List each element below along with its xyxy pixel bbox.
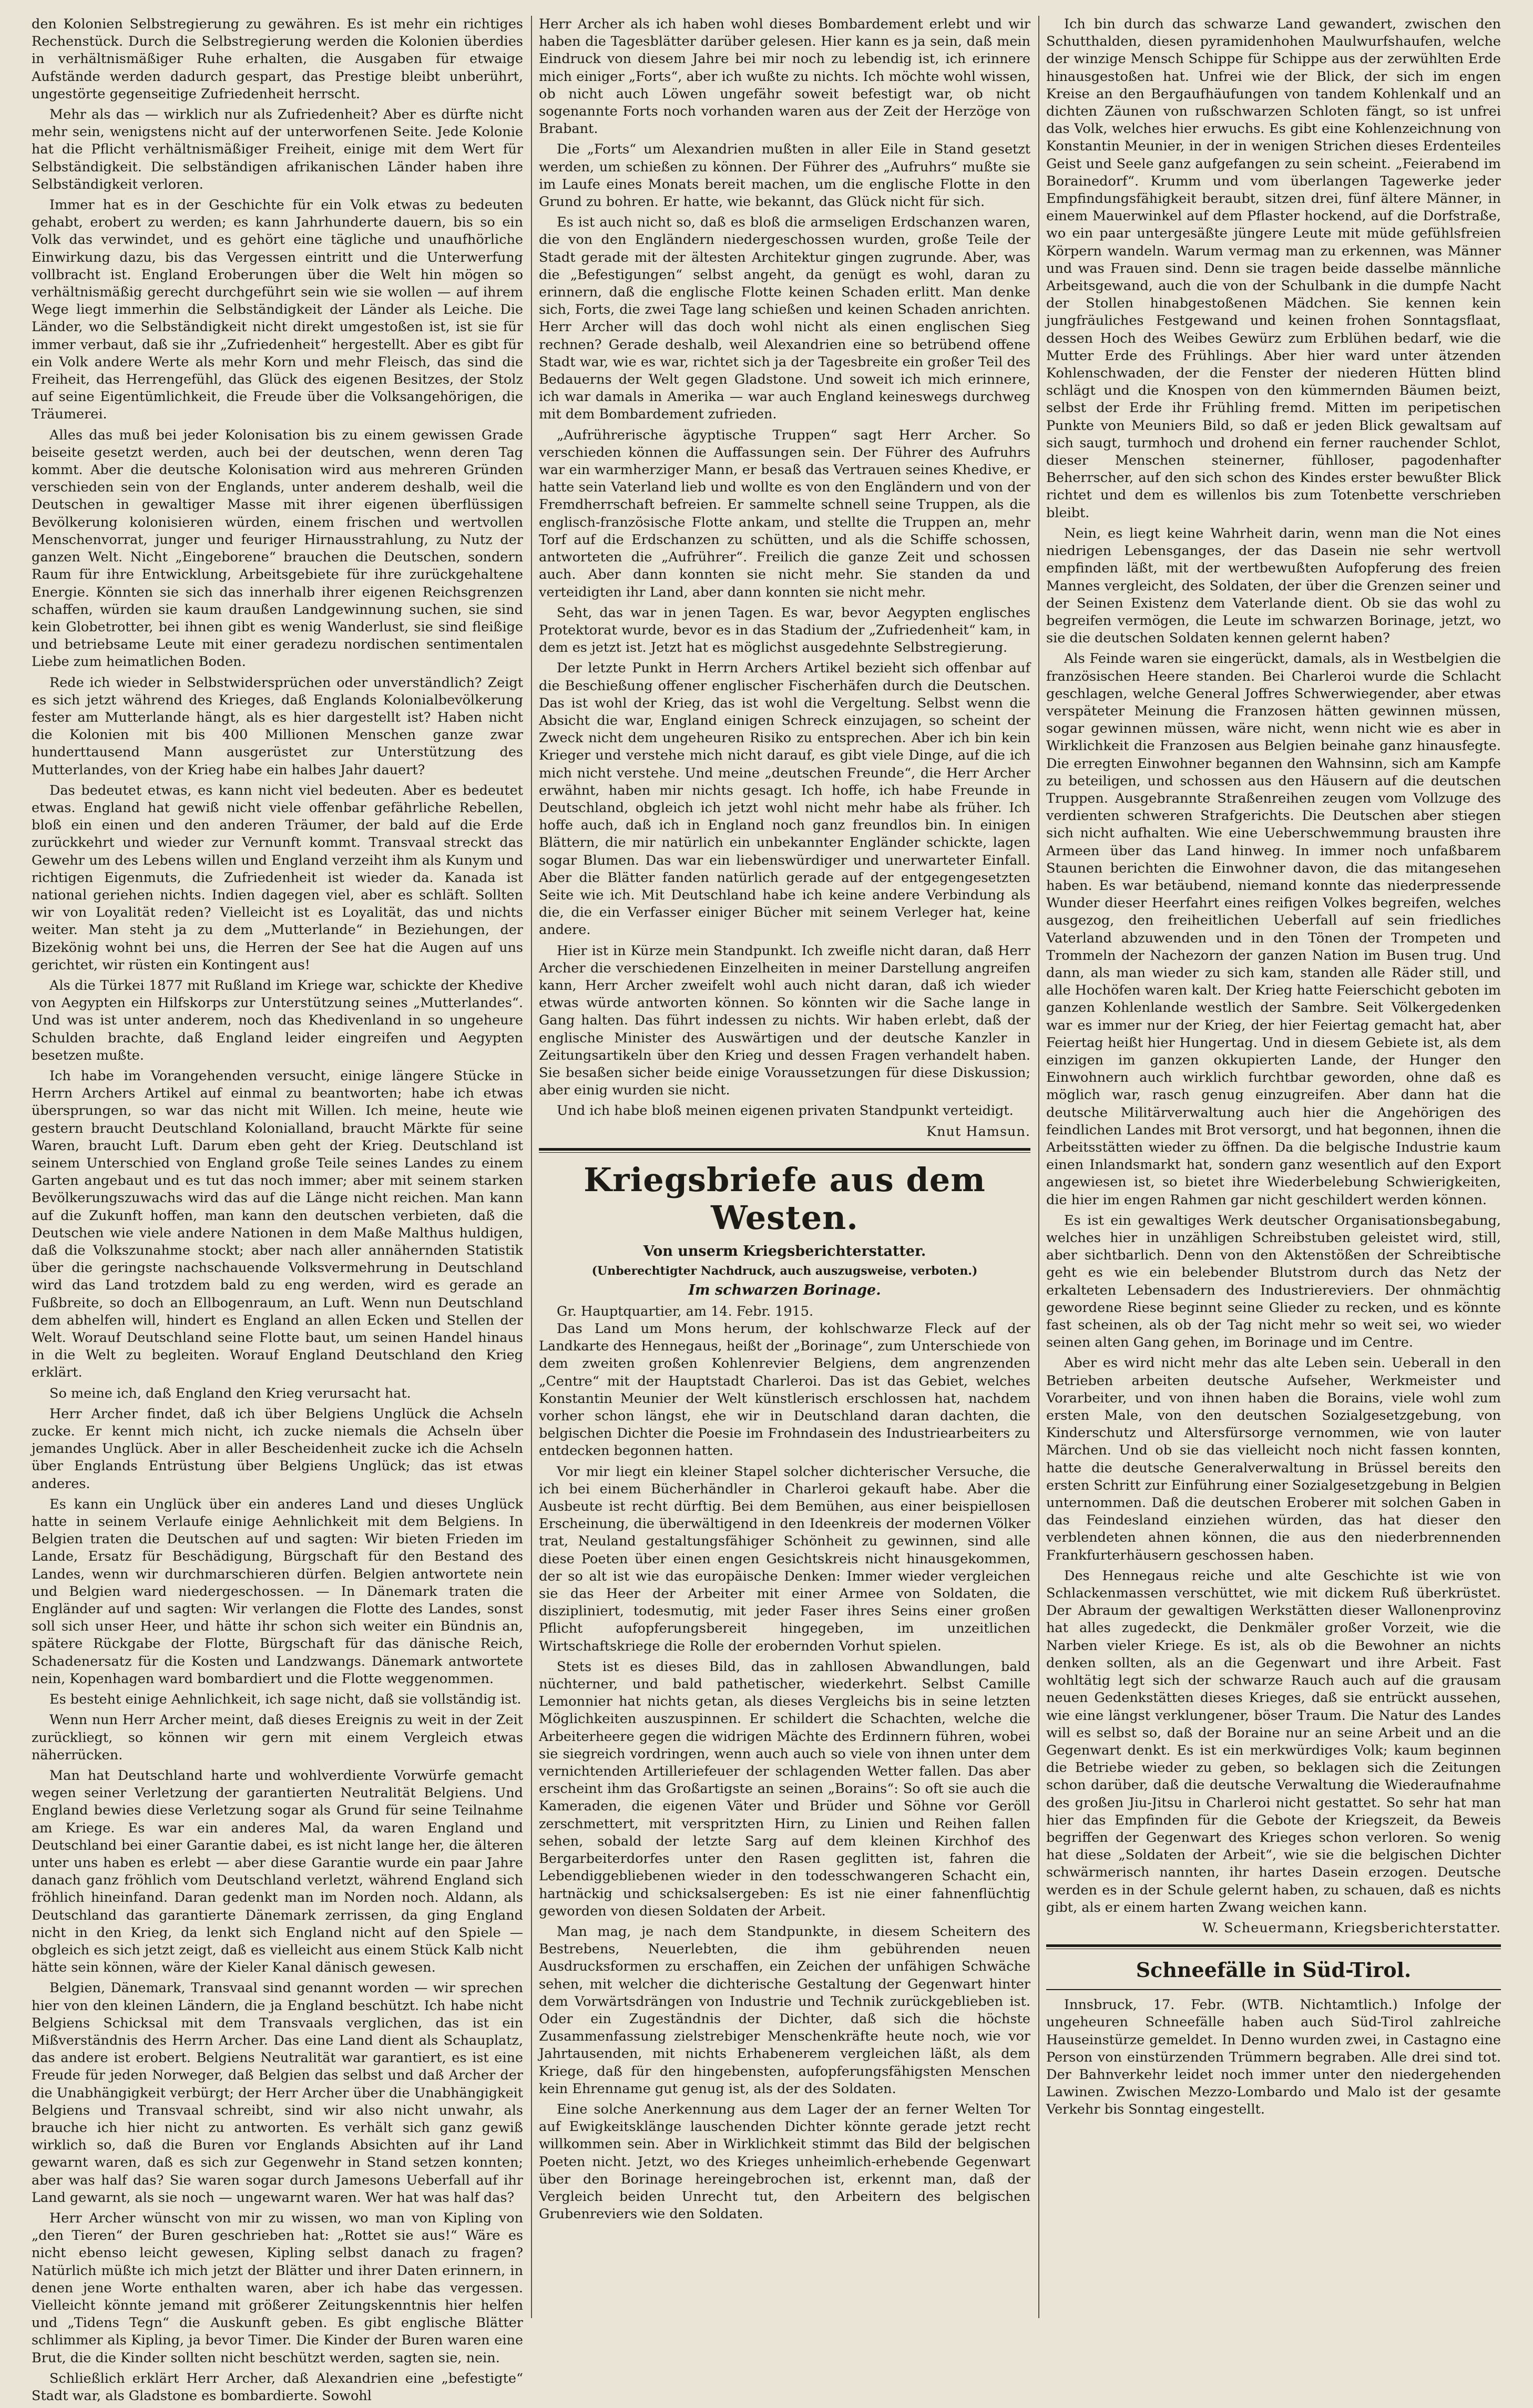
column-1 [32,16,523,2408]
paragraph: Es besteht einige Aehnlichkeit, ich sage nicht, daß sie vollständig ist. [49,1692,522,1708]
author-signature: W. Scheuermann, Kriegsberichterstatter. [1202,1920,1501,1936]
paragraph: Und ich habe bloß meinen eigenen privaten Standpunkt verteidigt. [557,1103,1014,1119]
paragraph: Alles das muß bei jeder Kolonisation bis zu einem gewissen Grade beiseite gesetzt werden, auch bei der deutschen, wenn deren Tag kommt. Aber die deutsche Kolonisation wird aus mehreren Gründen verschieden sein von der Englands, unter anderem deshalb, weil die Deutschen in gewaltiger Masse mit ihrer eigenen überflüssigen Bevölkerung kolonisieren würden, einem frischen und wertvollen Menschenvorrat, junger und feuriger Hirnausstrahlung, zu Nutz der ganzen Welt. Nicht „Eingeborene“ brauchen die Deutschen, sondern Raum für ihre Entwicklung, Arbeitsgebiete für ihre zurückgehaltene Energie. Könnten sie sich das innerhalb ihrer eigenen Reichsgrenzen schaffen, würden sie kaum draußen Landgewinnung suchen, sie sind kein Globetrotter, bei ihnen gibt es wenig Wanderlust, sie sind fleißige und betriebsame Leute mit einer geradezu nordischen sentimentalen Liebe zum heimatlichen Boden. [32,427,523,670]
paragraph: Wenn nun Herr Archer meint, daß dieses Ereignis zu weit in der Zeit zurückliegt, so können wir gern mit einem Vergleich etwas näherrücken. [32,1712,523,1763]
article-byline: Von unserm Kriegsberichterstatter. [643,1243,926,1259]
paragraph: Eine solche Anerkennung aus dem Lager der an ferner Welten Tor auf Ewigkeitsklänge lauschenden Dichter könnte gerade jetzt recht willkommen sein. Aber in Wirklichkeit stimmt das Bild der belgischen Poeten nicht. Jetzt, wo des Krieges unheimlich-erhebende Gegenwart über den Borinage hereingebrochen ist, erkennt man, daß der Vergleich beiden Unrecht tut, den Arbeitern des belgischen Grubenreviers wie den Soldaten. [539,2101,1030,2222]
paragraph: Rede ich wieder in Selbstwidersprüchen oder unverständlich? Zeigt es sich jetzt während des Krieges, daß Englands Kolonialbevölkerung fester am Mutterlande hängt, als es hier dargestellt ist? Haben nicht die Kolonien mit bis 400 Millionen Menschen ganze zwar hunderttausend Mann ausgerüstet zur Unterstützung des Mutterlandes, von der Krieg habe ein halbes Jahr dauert? [32,674,523,778]
article-subheading: Im schwarzen Borinage. [688,1282,881,1298]
paragraph: Es ist ein gewaltiges Werk deutscher Organisationsbegabung, welches hier in unzähligen Schreibstuben geleistet wird, still, aber sichtbarlich. Denn von den Aktenstößen der Schreibtische geht es wie ein belebender Blutstrom durch das Netz der erkalteten Lebensadern des Industriereviers. Der ohnmächtig gewordene Riese beginnt seine Glieder zu recken, und es könnte fast scheinen, als ob der Tag nicht mehr so weit sei, wo wieder seinen alten Gang gehen, im Borinage und im Centre. [1046,1212,1501,1351]
column-rule [531,16,532,2318]
paragraph: Ich habe im Vorangehenden versucht, einige längere Stücke in Herrn Archers Artikel auf einmal zu beantworten; habe ich etwas übersprungen, so war das nicht mit Willen. Ich meine, heute wie gestern braucht Deutschland Kolonialland, braucht Märkte für seine Waren, braucht Luft. Darum eben geht der Krieg. Deutschland ist seinem Unterschied von England große Teile seines Landes zu einem Garten angebaut und es tut das noch immer; aber mit seinem starken Bevölkerungszuwachs wird das auf die Länge nicht reichen. Man kann auf die Zukunft hoffen, man kann den deutschen verbieten, daß die Deutschen wie viele andere Nationen in dem Maße Malthus huldigen, daß die Volkszunahme stockt; aber nach aller annähernden Statistik über die geringste nachschauende Volksvermehrung in Deutschland wird das Land trotzdem bald zu eng werden, wird es gerade an Fußbreite, so doch an Ellbogenraum, an Luft. Wenn nun Deutschland dem abhelfen will, hindert es England an allen Ecken und Stellen der Welt. Worauf Deutschland seine Flotte baut, um seinen Handel hinaus in die Welt zu begleiten. Worauf England Deutschland den Krieg erklärt. [32,1068,523,1381]
paragraph: Schließlich erklärt Herr Archer, daß Alexandrien eine „befestigte“ Stadt war, als Gladstone es bombardierte. Sowohl [32,2370,523,2404]
paragraph: Aber es wird nicht mehr das alte Leben sein. Ueberall in den Betrieben arbeiten deutsche Aufseher, Werkmeister und Vorarbeiter, und von ihnen haben die Borains, viele wohl zum ersten Male, von den deutschen Sozialgesetzgebung, von Kinderschutz und Altersfürsorge vernommen, wie von lauter Märchen. Und ob sie das vielleicht noch nicht fassen konnten, hatte die deutsche Generalverwaltung in Brüssel bereits den ersten Schritt zur Einführung einer Sozialgesetzgebung in Belgien unternommen. Daß die deutschen Eroberer mit solchen Gaben in das Feindesland einziehen würden, das hat dieser den verblendeten ahnen können, die aus den niederbrennenden Frankfurterhäusern geschossen haben. [1046,1355,1501,1563]
paragraph: „Aufrührerische ägyptische Truppen“ sagt Herr Archer. So verschieden können die Auffassungen sein. Der Führer des Aufruhrs war ein warmherziger Mann, er besaß das Vertrauen seines Khedive, er hatte sein Vaterland lieb und wollte es von den Engländern und von der Fremdherrschaft befreien. Er sammelte schnell seine Truppen, als die englisch-französische Flotte ankam, und stellte die Truppen an, mehr Torf auf die Erdschanzen zu schütten, und als die Schiffe schossen, antworteten die „Aufrührer“. Freilich die ganze Zeit und schossen auch. Aber dann konnten sie nicht mehr. Sie standen da und verteidigten ihr Land, aber dann konnten sie nicht mehr. [539,427,1030,600]
paragraph: Stets ist es dieses Bild, das in zahllosen Abwandlungen, bald nüchterner, und bald pathetischer, wiederkehrt. Selbst Camille Lemonnier hat nichts getan, als dieses Vergleichs bis in seine letzten Möglichkeiten auszuspinnen. Er schildert die Schachten, welche die Arbeiterheere gegen die widrigen Mächte des Erdinnern führen, wobei sie siegreich vordringen, wenn auch auch so viele von ihnen unter dem vernichtenden Artilleriefeuer der schlagenden Wetter fallen. Das aber erscheint ihm das Großartigste an seinen „Borains“: So oft sie auch die Kameraden, die eigenen Väter und Brüder und Söhne vor Geröll zerschmettert, mit verspritzten Hirn, zu Linien und Reihen fallen sehen, sobald der letzte Sarg auf dem kleinen Kirchhof des Bergarbeiterdorfes unter den Rasen geglitten ist, fahren die Lebendiggebliebenen wieder in den todesschwangeren Schacht ein, hartnäckig und schicksalsergeben: Es ist nie einer fahnenflüchtig geworden von diesen Soldaten der Arbeit. [539,1658,1030,1919]
paragraph: Herr Archer findet, daß ich über Belgiens Unglück die Achseln zucke. Er kennt mich nicht, ich zucke niemals die Achseln über jemandes Unglück. Aber in aller Bescheidenheit zucke ich die Achseln über Englands Entrüstung über Belgiens Unglück; das ist etwas anderes. [32,1406,523,1492]
section-divider [539,1148,1030,1153]
section-divider [1046,1944,1501,1949]
paragraph: Ich bin durch das schwarze Land gewandert, zwischen den Schutthalden, diesen pyramidenhohen Maulwurfshaufen, welche der winzige Mensch Schippe für Schippe aus der zerwühlten Erde hinausgestoßen hat. Unfrei wie der Blick, der sich im engen Kreise an den Bergaufhäufungen von tandem Kohlenkalf und an dichten Zäunen von rußschwarzen Schloten fängt, so ist unfrei das Volk, welches hier erwuchs. Es gibt eine Kohlenzeichnung von Konstantin Meunier, in der in wenigen Strichen dieses Erdenteiles Geist und Seele ganz aufgefangen zu sein scheint. „Feierabend im Borainedorf“. Krumm und vom überlangen Tagewerke jeder Empfindungsfähigkeit beraubt, sitzen drei, fünf ältere Männer, in einem Mauerwinkel auf dem Pflaster hockend, auf die Dorfstraße, wo ein paar untergesäßte jüngere Leute mit müde gefühlsfreien Körpern wandeln. Warum vermag man zu erkennen, was Männer und was Frauen sind. Denn sie tragen beide dasselbe männliche Arbeitsgewand, auch die von der Schulbank in die dumpfe Nacht der Stollen hinabgestoßenen Mädchen. Sie kennen kein jungfräuliches Festgewand und keinen frohen Sonntagsflaat, dessen Hoch des Weibes Gewürz zum Erblühen bedarf, wie die Mutter Erde des Frühlings. Aber hier ward unter ätzenden Kohlenschwaden, der die Fenster der niederen Hütten blind schlägt und die Knospen von den kümmernden Bäumen beizt, selbst der Erde ihr Frühling fremd. Mitten im peripetischen Punkte von Meuniers Bild, so daß er jeden Blick gewaltsam auf sich saugt, turmhoch und drohend ein ferner rauchender Schlot, dieser Menschen steinerner, fühlloser, pagodenhafter Beherrscher, auf den sich schon des Kindes erster bewußter Blick richtet und dem es willenlos bis zum Totenbette verschrieben bleibt. [1046,16,1501,521]
paragraph: den Kolonien Selbstregierung zu gewähren. Es ist mehr ein richtiges Rechenstück. Durch die Selbstregierung werden die Kolonien überdies in verhältnismäßiger Ruhe erhalten, die Ausgaben für etwaige Aufstände werden dadurch gespart, das Prestige bleibt unberührt, ungestörte gegenseitige Zufriedenheit herrscht. [32,16,523,102]
reprint-notice: (Unberechtigter Nachdruck, auch auszugsweise, verboten.) [591,1264,978,1278]
paragraph: Mehr als das — wirklich nur als Zufriedenheit? Aber es dürfte nicht mehr sein, wenigstens nicht auf der unterworfenen Seite. Jede Kolonie hat die Pflicht verhältnismäßiger Freiheit, einige mit dem Wert für Selbständigkeit. Die selbständigen afrikanischen Länder haben ihre Selbständigkeit verloren. [32,107,523,192]
article-headline: Kriegsbriefe aus dem Westen. [584,1160,986,1237]
paragraph: Immer hat es in der Geschichte für ein Volk etwas zu bedeuten gehabt, erobert zu werden; es kann Jahrhunderte dauern, bis so ein Volk das verwindet, und es gehört eine tägliche und unaufhörliche Einwirkung dazu, bis das Vergessen eintritt und die Unterwerfung vollbracht ist. England Eroberungen über die Welt hin mögen so verhältnismäßig gerecht durchgeführt sein wie sie wollen — auf ihrem Wege liegt immerhin die Selbständigkeit der Länder als Leiche. Die Länder, wo die Selbständigkeit nicht direkt umgestoßen ist, ist sie für immer verbaut, daß sie ihr „Zufriedenheit“ hergestellt. Aber es gibt für ein Volk andere Werte als mehr Korn und mehr Fleisch, das sind die Freiheit, das Herrengefühl, das Glück des eigenen Besitzes, der Stolz auf seine Eigentümlichkeit, die Freude über die Volksangehörigen, die Träumerei. [32,197,523,423]
paragraph: Nein, es liegt keine Wahrheit darin, wenn man die Not eines niedrigen Lebensganges, der das Dasein nie sehr wertvoll empfinden läßt, mit der wertbewußten Aufopferung des freien Mannes vergleicht, des Soldaten, der über die Grenzen seiner und der Seinen Existenz dem Vaterlande dient. Ob sie das wohl zu begreifen vermögen, die Leute im schwarzen Borinage, jetzt, wo sie die deutschen Soldaten kennen gelernt haben? [1046,525,1501,647]
paragraph: Das Land um Mons herum, der kohlschwarze Fleck auf der Landkarte des Hennegaus, heißt der „Borinage“, zum Unterschiede von dem zweiten großen Kohlenrevier Belgiens, dem angrenzenden „Centre“ mit der Hauptstadt Charleroi. Das ist das Gebiet, welches Konstantin Meunier der Welt künstlerisch erschlossen hat, nachdem vorher schon längst, ehe wir in Deutschland daran dachten, die belgischen Dichter die Poesie im Frohndasein des Industriearbeiters zu entdecken begonnen hatten. [539,1321,1030,1459]
paragraph: Es ist auch nicht so, daß es bloß die armseligen Erdschanzen waren, die von den Engländern niedergeschossen wurden, große Teile der Stadt gerade mit der ältesten Architektur gingen zugrunde. Aber, was die „Befestigungen“ selbst angeht, da genügt es wohl, daran zu erinnern, daß die englische Flotte keinen Schaden erlitt. Man denke sich, Forts, die zwei Tage lang schießen und keinen Schaden anrichten. Herr Archer will das doch wohl nicht als einen englischen Sieg rechnen? Gerade deshalb, weil Alexandrien eine so betrübend offene Stadt war, wie es war, richtet sich ja der Tagesbreite ein großer Teil des Bedauerns der Welt gegen Gladstone. Und soweit ich mich erinnere, ich war damals in Amerika — war auch England keineswegs durchweg mit dem Bombardement zufrieden. [539,214,1030,423]
paragraph: Das bedeutet etwas, es kann nicht viel bedeuten. Aber es bedeutet etwas. England hat gewiß nicht viele offenbar gefährliche Rebellen, bloß ein einen und den anderen Träumer, der bald auf die Erde zurückkehrt und wieder zur Vernunft kommt. Transvaal streckt das Gewehr um des Lebens willen und England verzeiht ihm als Kunym und richtigen Eigenmuts, die Zufriedenheit ist wieder da. Kanada ist national geriehen nichts. Indien dagegen viel, aber es schläft. Sollten wir von Loyalität reden? Vielleicht ist es Loyalität, das und nichts weiter. Man steht ja zu dem „Mutterlande“ in Beziehungen, der Bizekönig wohnt bei uns, die Herren der See hat die Augen auf uns gerichtet, wir rüsten ein Kontingent aus! [32,782,523,973]
paragraph: Innsbruck, 17. Febr. (WTB. Nichtamtlich.) Infolge der ungeheuren Schneefälle haben auch Süd-Tirol zahlreiche Hauseinstürze gemeldet. In Denno wurden zwei, in Castagno eine Person von einstürzenden Trümmern begraben. Alle drei sind tot. Der Bahnverkehr leidet noch immer unter den niedergehenden Lawinen. Zwischen Mezzo-Lombardo und Malo ist der gesamte Verkehr bis Sonntag eingestellt. [1046,1997,1501,2118]
paragraph: Herr Archer wünscht von mir zu wissen, wo man von Kipling von „den Tieren“ der Buren geschrieben hat: „Rottet sie aus!“ Wäre es nicht ebenso leicht gewesen, Kipling selbst danach zu fragen? Natürlich müßte ich mich jetzt der Blätter und ihrer Daten erinnern, in denen jene Worte enthalten waren, aber ich habe das vergessen. Vielleicht könnte jemand mit größerer Zeitungskenntnis hier helfen und „Tidens Tegn“ die Auskunft geben. Es gibt englische Blätter schlimmer als Kipling, ja bevor Timer. Die Kinder der Buren waren eine Brut, die die Kinder sollten nicht beschützt werden, sagten sie, nein. [32,2210,523,2366]
paragraph: Vor mir liegt ein kleiner Stapel solcher dichterischer Versuche, die ich bei einem Bücherhändler in Charleroi gekauft habe. Aber die Ausbeute ist recht dürftig. Bei dem Bemühen, aus einer beispiellosen Erscheinung, die überwältigend in den Ideenkreis der modernen Völker trat, Neuland gestaltungsfähiger Schönheit zu gewinnen, sind alle diese Poeten über einen engen Gesichtskreis nicht hinausgekommen, der so alt ist wie das europäische Denken: Immer wieder vergleichen sie das Heer der Arbeiter mit einer Armee von Soldaten, die diszipliniert, todesmutig, mit jeder Faser ihres Seins einer großen Pflicht aufopferungsbereit hingegeben, im unzeitlichen Wirtschaftskriege die Rolle der erobernden Vorhut spielen. [539,1463,1030,1654]
paragraph: Es kann ein Unglück über ein anderes Land und dieses Unglück hatte in seinem Verlaufe einige Aehnlichkeit mit dem Belgiens. In Belgien traten die Deutschen auf und sagten: Wir bieten Frieden im Lande, Ersatz für Beschädigung, Bürgschaft für den Bestand des Landes, wenn wir durchmarschieren dürfen. Belgien antwortete nein und Belgien ward niedergeschossen. — In Dänemark traten die Engländer auf und sagten: Wir verlangen die Flotte des Landes, sonst soll sich unser Heer, und hätte ihr schon sich weiter ein Bündnis an, spätere Rückgabe der Flotte, Bürgschaft für das dänische Reich, Schadenersatz für die Kosten und Landzwangs. Dänemark antwortete nein, Kopenhagen ward bombardiert und die Flotte weggenommen. [32,1496,523,1687]
paragraph: So meine ich, daß England den Krieg verursacht hat. [49,1385,411,1401]
paragraph: Hier ist in Kürze mein Standpunkt. Ich zweifle nicht daran, daß Herr Archer die verschiedenen Einzelheiten in meiner Darstellung angreifen kann, Herr Archer zweifelt wohl auch nicht daran, daß ich wieder etwas würde antworten können. So könnten wir die Sache lange in Gang halten. Das führt indessen zu nichts. Wir haben erlebt, daß der englische Minister des Auswärtigen und der deutsche Kanzler in Zeitungsartikeln über den Krieg und dessen Fragen verhandelt haben. Sie besaßen sicher beide einige Voraussetzungen für diese Diskussion; aber einig wurden sie nicht. [539,942,1030,1099]
paragraph: Der letzte Punkt in Herrn Archers Artikel bezieht sich offenbar auf die Beschießung offener englischer Fischerhäfen durch die Deutschen. Das ist wohl der Krieg, das ist wohl die Vergeltung. Selbst wenn die Absicht die war, England einigen Schreck einzujagen, so scheint der Zweck nicht dem ungeheuren Risiko zu entsprechen. Aber ich bin kein Krieger und verstehe mich nicht darauf, es gibt viele Dinge, auf die ich mich nicht verstehe. Und meine „deutschen Freunde“, die Herr Archer erwähnt, haben mir nichts gesagt. Ich hoffe, ich habe Freunde in Deutschland, obgleich ich jetzt wohl nicht mehr habe als früher. Ich hoffe auch, daß ich in England noch ganz freundlos bin. In einigen Blättern, die mir natürlich ein unbekannter Engländer schickte, lagen sogar Blumen. Das war ein liebenswürdiger und unerwarteter Einfall. Aber die Blätter fanden natürlich gerade auf der entgegengesetzten Seite wie ich. Mit Deutschland habe ich keine andere Verbindung als die, die ein Verfasser einiger Bücher mit seinem Verleger hat, keine andere. [539,660,1030,938]
article-dateline: Gr. Hauptquartier, am 14. Febr. 1915. [557,1303,814,1319]
paragraph: Seht, das war in jenen Tagen. Es war, bevor Aegypten englisches Protektorat wurde, bevor es in das Stadium der „Zufriedenheit“ kam, in dem es jetzt ist. Jetzt hat es möglichst ausgedehnte Selbstregierung. [539,604,1030,656]
paragraph: Man hat Deutschland harte und wohlverdiente Vorwürfe gemacht wegen seiner Verletzung der garantierten Neutralität Belgiens. Und England bewies diese Verletzung sogar als Grund für seine Teilnahme am Kriege. Es war ein anderes Mal, da waren England und Deutschland bei einer Garantie dabei, es ist nicht lange her, die älteren unter uns haben es erlebt — aber diese Garantie wurde ein paar Jahre danach ganz fröhlich vom Deutschland verletzt, während England sich fröhlich hineinfand. Daran gedenkt man im Norden noch. Aldann, als Deutschland das garantierte Dänemark zerrissen, da ging England nicht in den Krieg, da lenkt sich England nicht auf den Spiele — obgleich es sich jetzt zeigt, daß es vielleicht aus einem Stück Kalb nicht hätte sein können, wäre der Kieler Kanal dänisch gewesen. [32,1767,523,1976]
paragraph: Herr Archer als ich haben wohl dieses Bombardement erlebt und wir haben die Tagesblätter darüber gelesen. Hier kann es ja sein, daß mein Eindruck von diesem Jahre bei mir noch zu lebendig ist, ich erinnere mich einiger „Forts“, aber ich wußte zu nichts. Ich möchte wohl wissen, ob nicht auch Löwen ungefähr soweit befestigt war, ob nicht sogenannte Forts noch vorhanden waren aus der Zeit der Herzöge von Brabant. [539,16,1030,137]
paragraph: Die „Forts“ um Alexandrien mußten in aller Eile in Stand gesetzt werden, um schießen zu können. Der Führer des „Aufruhrs“ mußte sie im Laufe eines Monats bereit machen, um die englische Flotte in den Grund zu bohren. Er hatte, wie bekannt, das Glück nicht für sich. [539,141,1030,210]
column-3 [1046,16,1501,2122]
paragraph: Als die Türkei 1877 mit Rußland im Kriege war, schickte der Khedive von Aegypten ein Hilfskorps zur Unterstützung seines „Mutterlandes“. Und was ist unter anderem, noch das Khedivenland in so ungeheure Schulden brachte, daß England leider eingreifen und Aegypten besetzen mußte. [32,977,523,1063]
paragraph: Als Feinde waren sie eingerückt, damals, als in Westbelgien die französischen Heere standen. Bei Charleroi wurde die Schlacht geschlagen, welche General Joffres Schwerwiegender, aber etwas verspäteter Meinung die Franzosen hätten gewinnen müssen, sogar gewinnen müssen, wäre nicht, wenn nicht wie es aber in Wirklichkeit die Franzosen aus Belgien beinahe ganz hinausfegte. Die erregten Einwohner begannen den Wahnsinn, sich am Kampfe zu beteiligen, und schossen aus den Häusern auf die deutschen Truppen. Ausgebrannte Straßenreihen zeugen vom Vollzuge des verdienten schweren Strafgerichts. Die Deutschen aber stiegen sich nicht aufhalten. Wie eine Ueberschwemmung brausten ihre Armeen über das Land hinweg. In immer noch unfaßbarem Staunen berichten die Einwohner davon, die das mitangesehen haben. Es war betäubend, niemand konnte das niederpressende Wunder dieser Heerfahrt eines reifigen Volkes begreifen, welches ausgezog, den freiheitlichen Ueberfall auf sein friedliches Vaterland abzuwenden und in den Tönen der Trompeten und Trommeln der Nachezorn der ganzen Nation im Busen trug. Und dann, als man wieder zu sich kam, standen alle Räder still, und alle Hochöfen waren kalt. Der Krieg hatte Feierschicht geboten im ganzen Kohlenlande westlich der Sambre. Seit Völkergedenken war es immer nur der Krieg, der hier Feiertag gemacht hat, aber Feiertag heißt hier Hungertag. Und in diesem Gebiete ist, als dem einzigen im ganzen okkupierten Lande, der Hunger den Einwohnern auch wirklich furchtbar geworden, ohne daß es möglich war, rasch genug einzugreifen. Aber dann hat die deutsche Militärverwaltung auch hier die Angehörigen des feindlichen Landes mit Brot versorgt, und hat begonnen, ihnen die Arbeitsstätten wieder zu öffnen. Da die belgische Industrie kaum einen Inlandsmarkt hat, sondern ganz wesentlich auf den Export angewiesen ist, so bietet ihre Wiederbelebung Schwierigkeiten, die hier im engen Rahmen gar nicht geschildert werden können. [1046,651,1501,1208]
column-2 [539,16,1030,2226]
column-rule [1038,16,1039,2318]
paragraph: Man mag, je nach dem Standpunkte, in diesem Scheitern des Bestrebens, Neuerlebten, die ihm gebührenden neuen Ausdrucksformen zu erschaffen, ein Zeichen der unfähigen Schwäche sehen, mit welcher die dichterische Gestaltung der Gegenwart hinter dem Vorwärtsdrängen von Industrie und Technik zurückgeblieben ist. Oder ein Zugeständnis der Dichter, daß sich die höchste Zusammenfassung zielstrebiger Menschenkräfte heute noch, wie vor Jahrtausenden, mit nichts Erhabenerem vergleichen läßt, als dem Kriege, daß für den hingebensten, aufopferungsfähigsten Menschen kein Ehrenname gut genug ist, als der des Soldaten. [539,1923,1030,2097]
paragraph: Belgien, Dänemark, Transvaal sind genannt worden — wir sprechen hier von den kleinen Ländern, die ja England beschützt. Ich habe nicht Belgiens Schicksal mit dem Transvaals verglichen, das ist ein Mißverständnis des Herrn Archer. Das eine Land dient als Schauplatz, das andere ist erobert. Belgiens Neutralität war garantiert, es ist eine Freude für jeden Norweger, daß Belgien das selbst und daß Archer der die Unabhängigkeit verbürgt; der Herr Archer über die Unabhängigkeit Belgiens und Transvaal schreibt, sind wir also nicht unwahr, als brauche ich hier nicht zu antworten. Es verhält sich ganz gewiß wirklich so, daß die Buren vor Englands Absichten auf ihr Land gewarnt waren, daß es sich zur Gegenwehr in Stand setzen konnten; aber was half das? Sie waren sogar durch Jamesons Ueberfall auf ihr Land gewarnt, als sie noch — ungewarnt waren. Wer hat was half das? [32,1980,523,2206]
news-headline: Schneefälle in Süd-Tirol. [1136,1958,1412,1982]
newspaper-page [21,16,1512,2404]
paragraph: Des Hennegaus reiche und alte Geschichte ist wie von Schlackenmassen verschüttet, wie mit dickem Ruß überkrüstet. Der Abraum der gewaltigen Werkstätten dieser Wallonenprovinz hat alles zugedeckt, die Denkmäler großer Vorzeit, wie die Narben vieler Kriege. Es ist, als ob die Bewohner an nichts denken sollten, als an die Gegenwart und ihre Arbeit. Fast wohltätig legt sich der schwarze Rauch auch auf die grausam neuen Gedenkstätten dieses Krieges, daß sie entrückt aussehen, wie eine längst verklungener, böser Traum. Die Natur des Landes will es selbst so, daß der Boraine nur an seine Arbeit und an die Gegenwart denkt. Es ist ein merkwürdiges Volk; kaum beginnen die Betriebe wieder zu geben, so beklagen sich die Zeitungen schon darüber, daß die deutsche Verwaltung die Wiederaufnahme des großen Jiu-Jitsu in Charleroi nicht gestattet. So sehr hat man hier das Empfinden für die Gebote der Kriegszeit, da Beweis begriffen der Gegenwart des Krieges schon verloren. So wenig hat diese „Soldaten der Arbeit“, wie sie die belgischen Dichter schwärmerisch nannten, ihr hartes Dasein erzogen. Deutsche werden es in der Schule gelernt haben, zu schauen, daß es nichts gibt, als er einem harten Zwang weichen kann. [1046,1567,1501,1915]
author-signature: Knut Hamsun. [926,1123,1030,1140]
headline-rule [1046,1989,1501,1990]
